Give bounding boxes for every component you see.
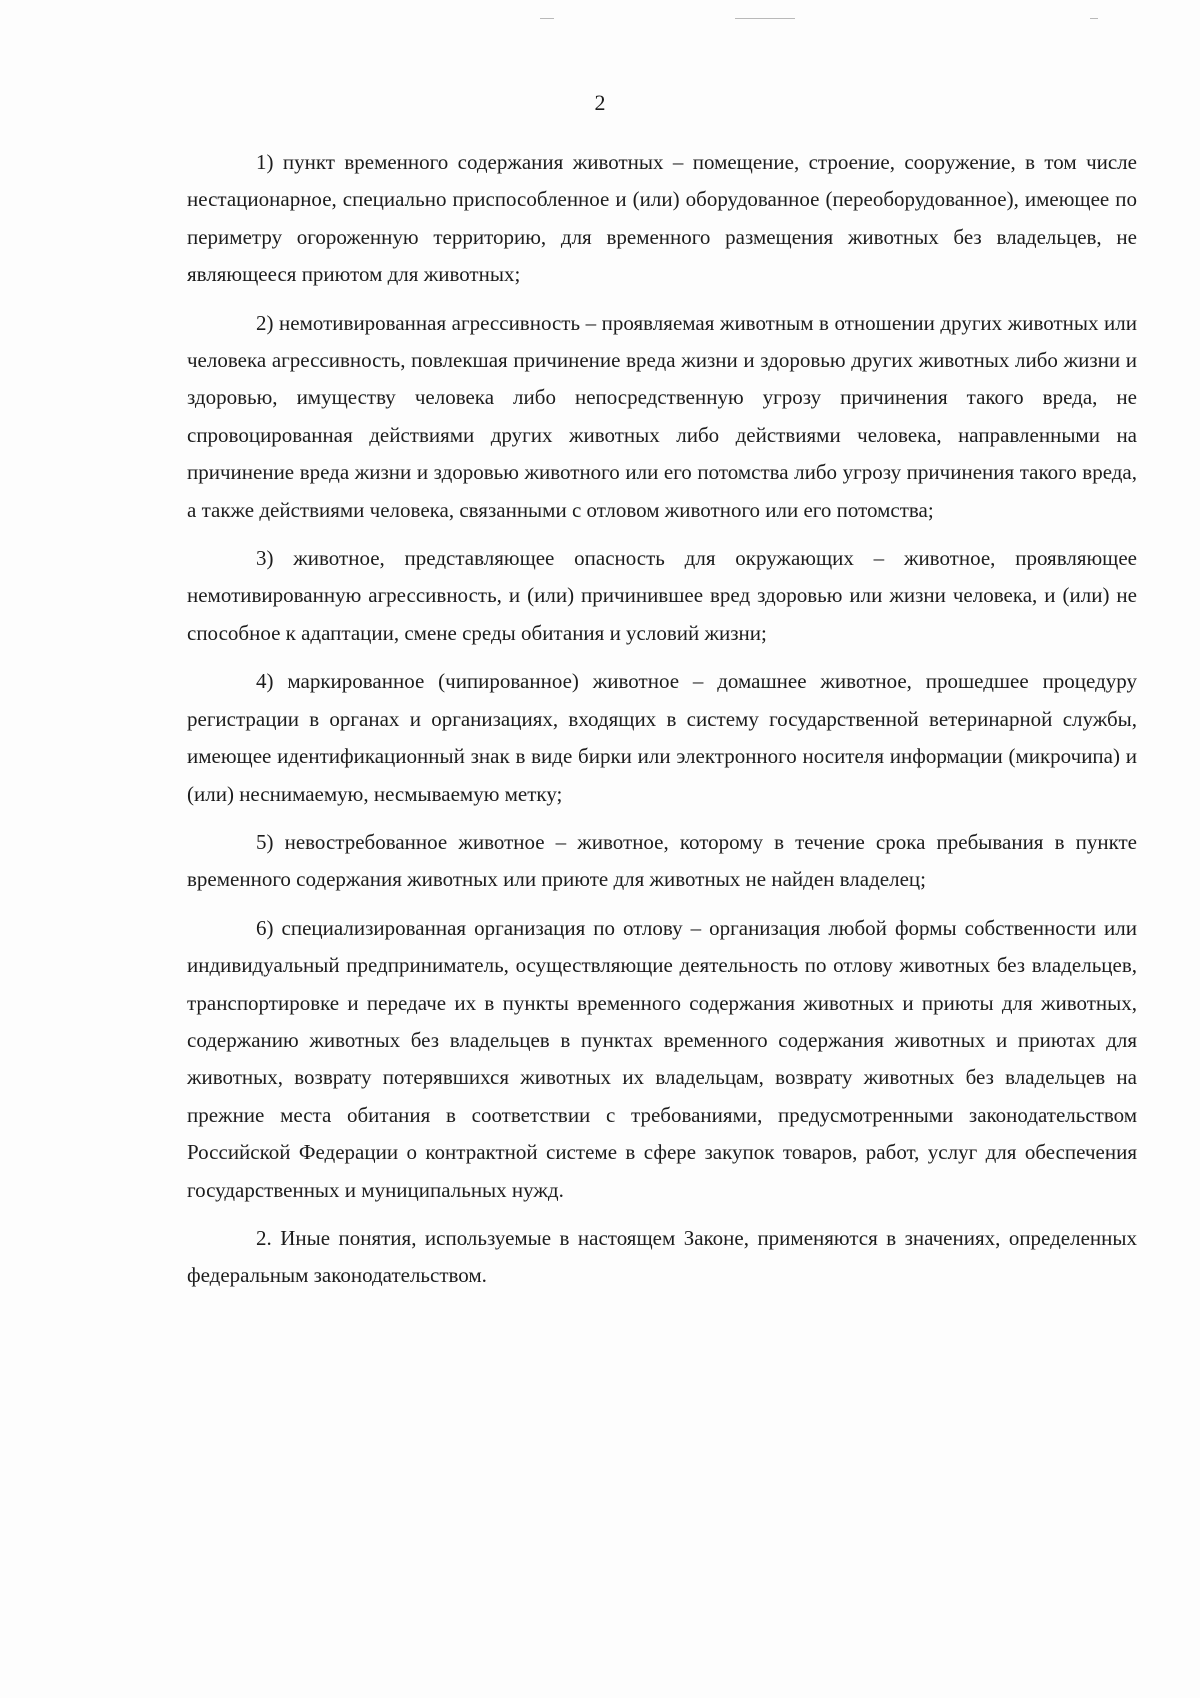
paragraph-definition-1: 1) пункт временного содержания животных – помещение, строение, сооружение, в том числе нестационарное, специально приспособленное и (или) оборудованное (переоборудованное), имеющее по периметру огороженную территорию, для временного размещения животных без владельцев, не являющееся приютом для животных; bbox=[187, 150, 1137, 287]
page-number: 2 bbox=[594, 90, 606, 115]
paragraph-definition-3: 3) животное, представляющее опасность для окружающих – животное, проявляющее немотивированную агрессивность, и (или) причинившее вред здоровью или жизни человека, и (или) не способное к адаптации, смене среды обитания и условий жизни; bbox=[187, 546, 1137, 645]
paragraph-definition-4: 4) маркированное (чипированное) животное – домашнее животное, прошедшее процедуру регистрации в органах и организациях, входящих в систему государственной ветеринарной службы, имеющее идентификационный знак в виде бирки или электронного носителя информации (микрочипа) и (или) неснимаемую, несмываемую метку; bbox=[187, 669, 1137, 806]
paragraph-clause-2: 2. Иные понятия, используемые в настоящем Законе, применяются в значениях, определенных федеральным законодательством. bbox=[187, 1225, 1137, 1288]
scan-artifact bbox=[735, 18, 795, 19]
scan-artifact bbox=[1090, 18, 1098, 19]
paragraph-definition-5: 5) невостребованное животное – животное, которому в течение срока пребывания в пункте временного содержания животных или приюте для животных не найден владелец; bbox=[187, 829, 1137, 892]
paragraph-definition-2: 2) немотивированная агрессивность – проявляемая животным в отношении других животных или человека агрессивность, повлекшая причинение вреда жизни и здоровью других животных либо жизни и здоровью, имуществу человека либо непосредственную угрозу причинения такого вреда, не спровоцированная действиями других животных либо действиями человека, направленными на причинение вреда жизни и здоровью животного или его потомства либо угрозу причинения такого вреда, а также действиями человека, связанными с отловом животного или его потомства; bbox=[187, 310, 1137, 522]
paragraph-definition-6: 6) специализированная организация по отлову – организация любой формы собственности или индивидуальный предприниматель, осуществляющие деятельность по отлову животных без владельцев, транспортировке и передаче их в пункты временного содержания животных и приюты для животных, содержанию животных без владельцев в пунктах временного содержания животных и приютах для животных, возврату потерявшихся животных их владельцам, возврату животных без владельцев на прежние места обитания в соответствии с требованиями, предусмотренными законодательством Российской Федерации о контрактной системе в сфере закупок товаров, работ, услуг для обеспечения государственных и муниципальных нужд. bbox=[187, 915, 1137, 1202]
document-body bbox=[187, 144, 1137, 1295]
scan-artifact bbox=[540, 18, 554, 19]
